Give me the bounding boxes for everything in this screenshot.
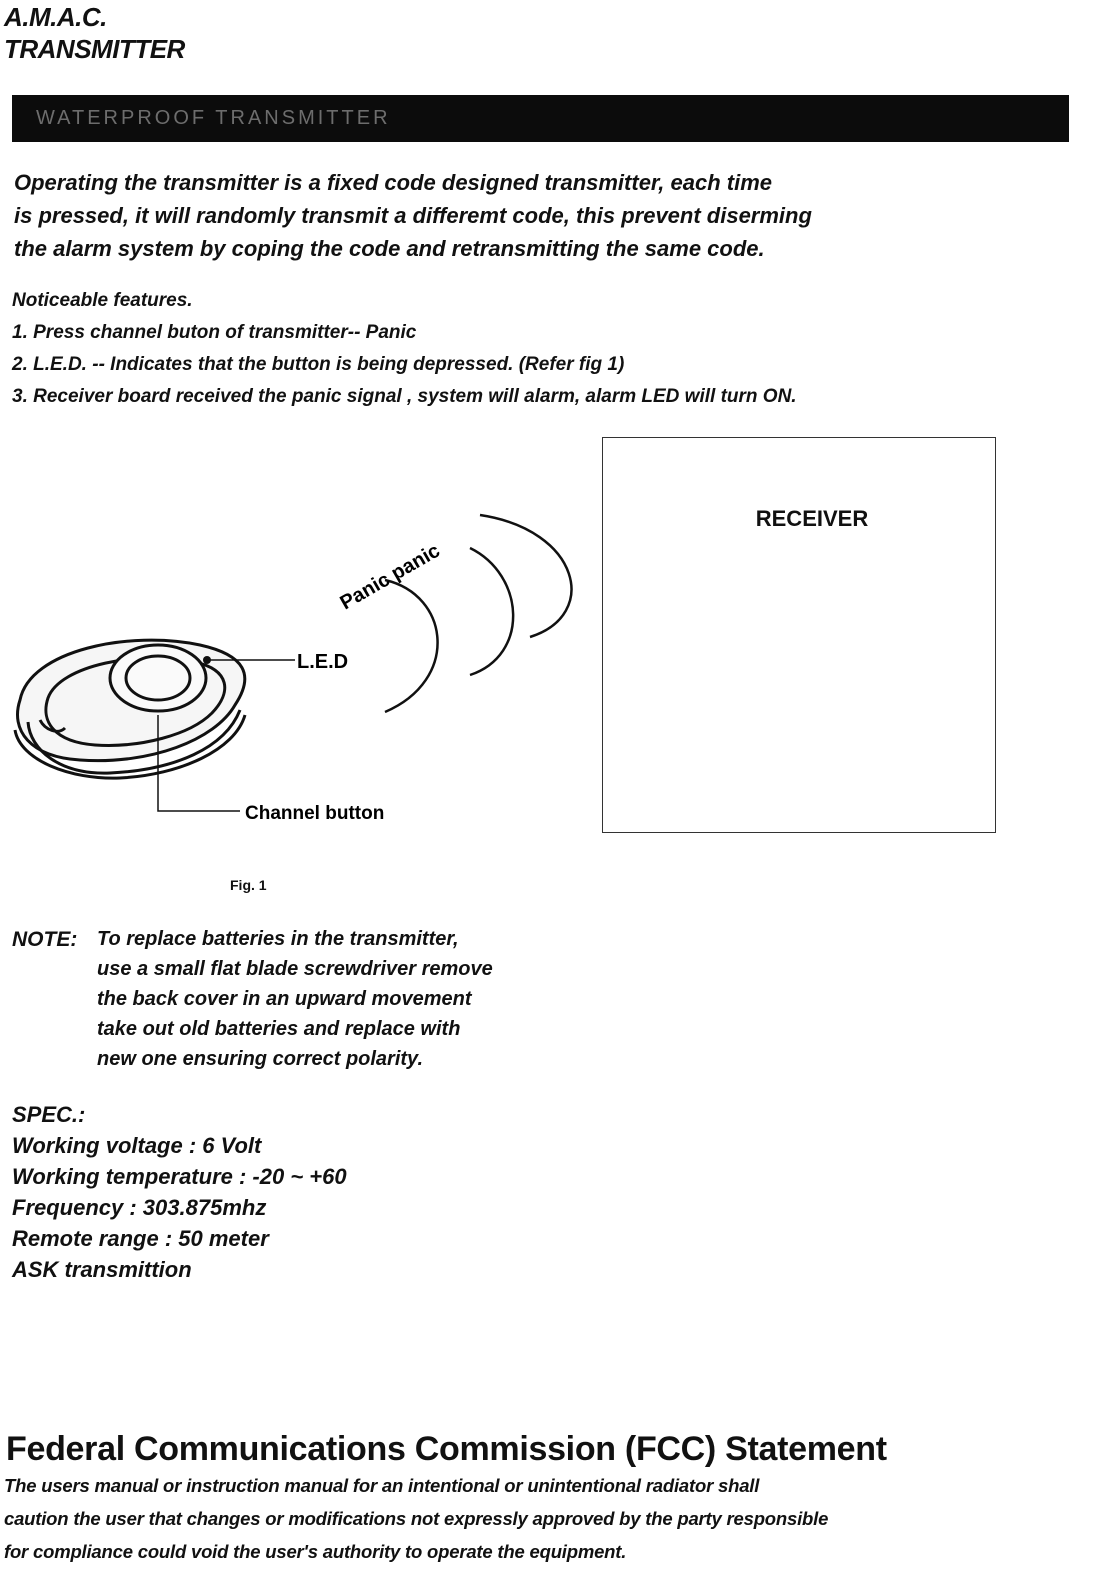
fcc-line-3: for compliance could void the user's authority to operate the equipment. [4,1541,627,1562]
document-title: TRANSMITTER [4,34,185,64]
note-line-2: use a small flat blade screwdriver remove [97,958,493,980]
signal-waves [385,515,571,712]
section-header-bar [12,95,1069,142]
transmitter-figure [0,430,600,900]
channel-button-label: Channel button [245,803,385,824]
spec-range: Remote range : 50 meter [12,1226,269,1251]
spec-heading: SPEC.: [12,1102,86,1127]
features-heading: Noticeable features. [12,290,193,311]
company-name: A.M.A.C. [4,2,107,32]
intro-line-3: the alarm system by coping the code and retransmitting the same code. [14,236,765,261]
intro-line-1: Operating the transmitter is a fixed code designed transmitter, each time [14,170,772,195]
signal-wave-1 [385,580,438,712]
note-label: NOTE: [12,928,78,951]
led-label: L.E.D [297,651,349,673]
feature-item-3: 3. Receiver board received the panic signal , system will alarm, alarm LED will turn ON. [12,386,797,407]
spec-frequency: Frequency : 303.875mhz [12,1195,267,1220]
note-line-1: To replace batteries in the transmitter, [97,928,459,950]
fcc-line-1: The users manual or instruction manual for an intentional or unintentional radiator shall [4,1475,760,1496]
figure-caption: Fig. 1 [230,877,267,893]
feature-item-1: 1. Press channel buton of transmitter-- Panic [12,322,417,343]
signal-wave-2 [470,548,513,675]
fcc-title: Federal Communications Commission (FCC) Statement [6,1430,887,1468]
note-line-3: the back cover in an upward movement [97,988,472,1010]
fcc-line-2: caution the user that changes or modifications not expressly approved by the party responsible [4,1508,829,1529]
spec-transmission: ASK transmittion [12,1257,192,1282]
section-header-label: WATERPROOF TRANSMITTER [36,107,391,129]
receiver-box [602,437,996,833]
note-line-5: new one ensuring correct polarity. [97,1048,423,1070]
feature-item-2: 2. L.E.D. -- Indicates that the button is being depressed. (Refer fig 1) [12,354,625,375]
spec-voltage: Working voltage : 6 Volt [12,1133,262,1158]
note-line-4: take out old batteries and replace with [97,1018,461,1040]
signal-wave-3 [480,515,571,637]
intro-line-2: is pressed, it will randomly transmit a differemt code, this prevent diserming [14,203,812,228]
led-indicator [203,656,211,664]
receiver-label: RECEIVER [755,506,869,531]
spec-temperature: Working temperature : -20 ~ +60 [12,1164,347,1189]
signal-text: Panic panic [336,539,444,615]
